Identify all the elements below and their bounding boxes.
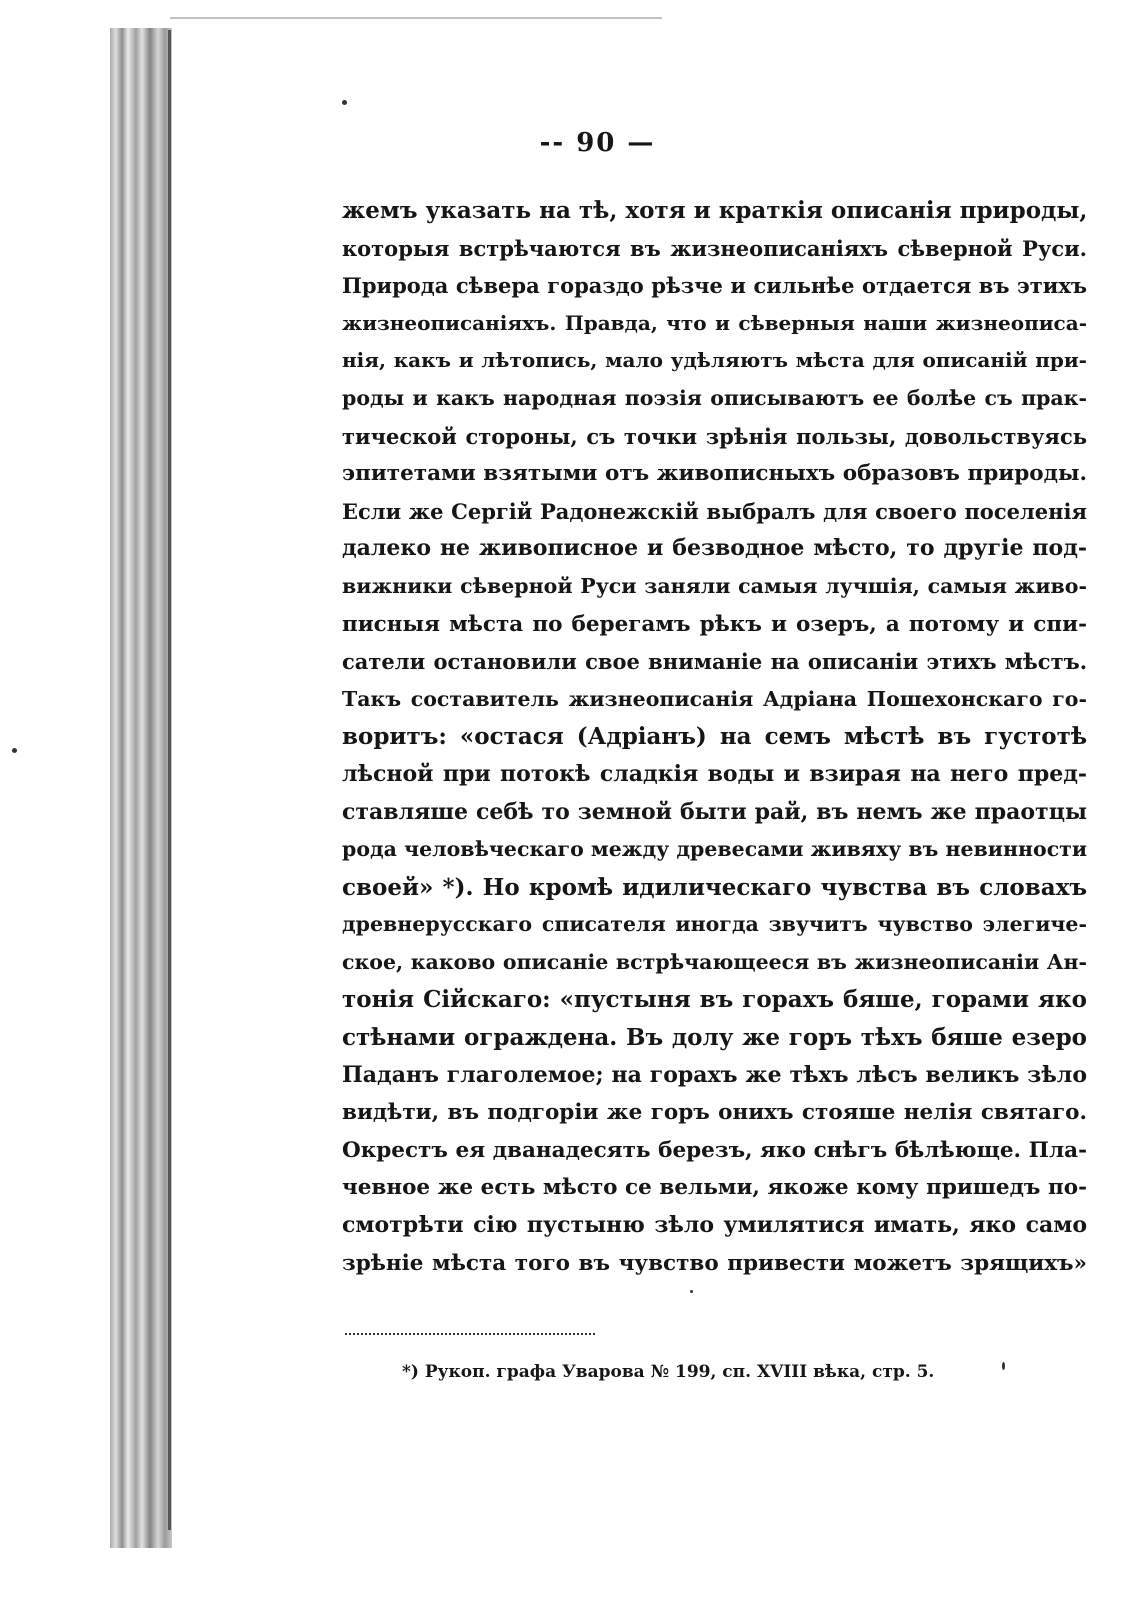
text-line: ставляше себѣ то земной быти рай, въ немъ же праотцы [342,798,1087,825]
scan-speck [342,100,347,105]
page-top-edge [170,17,990,19]
text-line: древнерусскаго списателя иногда звучитъ чувство элегиче- [342,912,1087,937]
scan-speck [1002,1362,1005,1370]
text-line: воритъ: «остася (Адріанъ) на семъ мѣстѣ въ густотѣ [342,723,1087,751]
text-line: Если же Сергій Радонежскій выбралъ для своего поселенія [342,498,1087,524]
text-line: рода человѣческаго между древесами живяху въ невинности [342,837,1087,862]
text-line: зрѣніе мѣста того въ чувство привести можетъ зрящихъ» [342,1250,1087,1276]
text-line: тонія Сійскаго: «пустыня въ горахъ бяше, горами яко [342,986,1087,1014]
body-text [342,192,1087,1282]
text-line: жемъ указать на тѣ, хотя и краткія описанія природы, [342,197,1087,224]
text-line: Природа сѣвера гораздо рѣзче и сильнѣе отдается въ этихъ [342,273,1087,299]
text-line: жизнеописаніяхъ. Правда, что и сѣверныя наши жизнеописа- [342,310,1087,335]
page-number: -- 90 — [539,128,656,158]
text-line: вижники сѣверной Руси заняли самыя лучшія, самыя живо- [342,573,1087,598]
text-line: тической стороны, съ точки зрѣнія пользы, довольствуясь [342,423,1087,449]
text-line: смотрѣти сію пустыню зѣло умилятися имать, яко само [342,1212,1087,1239]
text-line: Такъ составитель жизнеописанія Адріана Пошехонскаго го- [342,686,1087,711]
scan-speck [690,1290,693,1293]
text-line: Паданъ глаголемое; на горахъ же тѣхъ лѣсъ великъ зѣло [342,1061,1087,1088]
text-line: ское, каково описаніе встрѣчающееся въ жизнеописаніи Ан- [342,949,1087,974]
footnote: *) Рукоп. графа Уварова № 199, сп. XVIII вѣка, стр. 5. [402,1362,935,1382]
scan-speck [12,748,17,753]
text-line: далеко не живописное и безводное мѣсто, то другіе под- [342,535,1087,562]
text-line: стѣнами ограждена. Въ долу же горъ тѣхъ бяше езеро [342,1024,1087,1052]
text-line: писныя мѣста по берегамъ рѣкъ и озеръ, а потому и спи- [342,611,1087,637]
text-line: роды и какъ народная поэзія описываютъ ее болѣе съ прак- [342,385,1087,410]
text-line: своей» *). Но кромѣ идилическаго чувства въ словахъ [342,873,1087,901]
text-line: чевное же есть мѣсто се вельми, якоже кому пришедъ по- [342,1175,1087,1201]
text-line: которыя встрѣчаются въ жизнеописаніяхъ сѣверной Руси. [342,235,1087,261]
text-line: видѣти, въ подгоріи же горъ онихъ стояше нелія святаго. [342,1100,1087,1126]
text-line: лѣсной при потокѣ сладкія воды и взирая на него пред- [342,760,1087,787]
text-line: Окрестъ ея дванадесять березъ, яко снѣгъ бѣлѣюще. Пла- [342,1137,1087,1163]
page-spine-line [168,30,171,1530]
text-line: эпитетами взятыми отъ живописныхъ образовъ природы. [342,461,1087,487]
book-binding-edge [110,28,172,1548]
text-line: нія, какъ и лѣтопись, мало удѣляютъ мѣста для описаній при- [342,348,1087,373]
text-line: сатели остановили свое вниманіе на описаніи этихъ мѣстъ. [342,649,1087,675]
footnote-divider [345,1333,595,1335]
